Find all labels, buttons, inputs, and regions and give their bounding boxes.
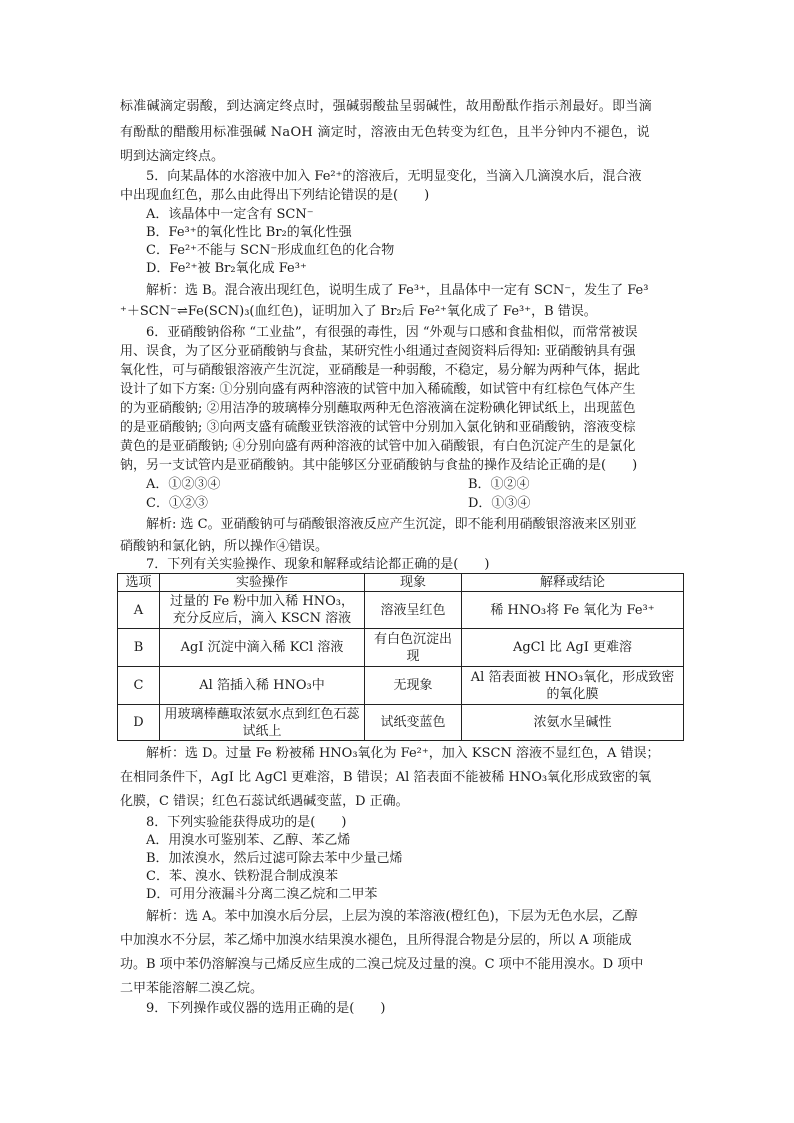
table-cell: B <box>118 629 160 667</box>
question-6-stem: 氧化性，可与硝酸银溶液产生沉淀，亚硝酸是一种弱酸，不稳定，易分解为两种气体，据此 <box>120 363 641 378</box>
q8-analysis: 解析：选 A。苯中加溴水后分层，上层为溴的苯溶液(橙红色)，下层为无色水层，乙醇 <box>146 909 638 924</box>
q7-analysis: 在相同条件下，AgI 比 AgCl 更难溶，B 错误；Al 箔表面不能被稀 HNO₃氧化形成致密的氧 <box>120 770 652 785</box>
table-header: 解释或结论 <box>462 574 684 592</box>
q8-analysis: 二甲苯能溶解二溴乙烷。 <box>120 981 264 996</box>
question-8-stem: 8．下列实验能获得成功的是( ) <box>146 815 347 830</box>
q7-analysis: 化膜，C 错误；红色石蕊试纸遇碱变蓝，D 正确。 <box>120 794 409 809</box>
question-5-stem: 中出现血红色，那么由此得出下列结论错误的是( ) <box>120 188 430 203</box>
table-cell: AgI 沉淀中滴入稀 KCl 溶液 <box>160 629 365 667</box>
question-6-stem: 钠，另一支试管内是亚硝酸钠。其中能够区分亚硝酸钠与食盐的操作及结论正确的是( ) <box>120 458 638 473</box>
q8-option-d: D．可用分液漏斗分离二溴乙烷和二甲苯 <box>146 887 378 902</box>
table-cell: 试纸变蓝色 <box>365 705 462 741</box>
q7-table <box>117 573 684 741</box>
question-6-stem: 设计了如下方案: ①分别向盛有两种溶液的试管中加入稀硫酸，如试管中有红棕色气体产生 <box>120 382 636 397</box>
table-cell: 无现象 <box>365 667 462 705</box>
table-row <box>118 705 684 741</box>
table-cell: A <box>118 592 160 629</box>
q5-option-c: C．Fe²⁺不能与 SCN⁻形成血红色的化合物 <box>146 243 395 258</box>
table-cell: D <box>118 705 160 741</box>
question-6-stem: 6．亚硝酸钠俗称 “工业盐”，有很强的毒性，因 “外观与口感和食盐相似，而常常被误 <box>146 325 638 340</box>
table-cell: 有白色沉淀出现 <box>365 629 462 667</box>
q5-option-b: B．Fe³⁺的氧化性比 Br₂的氧化性强 <box>146 225 352 240</box>
q6-option-b: B．①②④ <box>468 477 530 492</box>
table-cell: 溶液呈红色 <box>365 592 462 629</box>
q8-analysis: 中加溴水不分层，苯乙烯中加溴水结果溴水褪色，且所得混合物是分层的，所以 A 项能成 <box>120 933 632 948</box>
q8-option-b: B．加浓溴水，然后过滤可除去苯中少量己烯 <box>146 851 403 866</box>
q5-analysis: ⁺＋SCN⁻⇌Fe(SCN)₃(血红色)，证明加入了 Br₂后 Fe²⁺氧化成了 Fe³⁺，B 错误。 <box>120 304 597 319</box>
q8-analysis: 功。B 项中苯仍溶解溴与己烯反应生成的二溴己烷及过量的溴。C 项中不能用溴水。D 项中 <box>120 957 644 972</box>
table-header: 现象 <box>365 574 462 592</box>
q6-option-c: C．①②③ <box>146 496 208 511</box>
table-row <box>118 592 684 629</box>
question-6-stem: 的是亚硝酸钠; ③向两支盛有硫酸亚铁溶液的试管中分别加入氯化钠和亚硝酸钠，溶液变棕 <box>120 420 636 435</box>
table-header: 实验操作 <box>160 574 365 592</box>
q8-option-c: C．苯、溴水、铁粉混合制成溴苯 <box>146 869 338 884</box>
question-5-stem: 5．向某晶体的水溶液中加入 Fe²⁺的溶液后，无明显变化，当滴入几滴溴水后，混合液 <box>146 169 642 184</box>
q6-option-a: A．①②③④ <box>146 477 221 492</box>
table-cell: C <box>118 667 160 705</box>
q5-option-d: D．Fe²⁺被 Br₂氧化成 Fe³⁺ <box>146 261 307 276</box>
question-7-stem: 7．下列有关实验操作、现象和解释或结论都正确的是( ) <box>146 557 490 572</box>
q7-analysis: 解析：选 D。过量 Fe 粉被稀 HNO₃氧化为 Fe²⁺，加入 KSCN 溶液不显红色，A 错误； <box>146 746 660 761</box>
question-6-stem: 的为亚硝酸钠; ②用洁净的玻璃棒分别蘸取两种无色溶液滴在淀粉碘化钾试纸上，出现蓝色 <box>120 401 636 416</box>
question-6-stem: 黄色的是亚硝酸钠; ④分别向盛有两种溶液的试管中加入硝酸银，有白色沉淀产生的是氯化 <box>120 439 636 454</box>
q5-option-a: A．该晶体中一定含有 SCN⁻ <box>146 207 314 222</box>
q6-analysis: 解析: 选 C。亚硝酸钠可与硝酸银溶液反应产生沉淀，即不能利用硝酸银溶液来区别亚 <box>146 517 637 532</box>
table-cell: Al 箔表面被 HNO₃氧化，形成致密的氧化膜 <box>462 667 684 705</box>
intro-line: 有酚酞的醋酸用标准强碱 NaOH 滴定时，溶液由无色转变为红色，且半分钟内不褪色，说 <box>120 125 650 140</box>
table-cell: 过量的 Fe 粉中加入稀 HNO₃，充分反应后，滴入 KSCN 溶液 <box>160 592 365 629</box>
table-row <box>118 629 684 667</box>
question-9-stem: 9．下列操作或仪器的选用正确的是( ) <box>146 1001 386 1016</box>
table-cell: 浓氨水呈碱性 <box>462 705 684 741</box>
intro-line: 标准碱滴定弱酸，到达滴定终点时，强碱弱酸盐呈弱碱性，故用酚酞作指示剂最好。即当滴 <box>120 99 653 114</box>
table-header: 选项 <box>118 574 160 592</box>
q5-analysis: 解析：选 B。混合液出现红色，说明生成了 Fe³⁺，且晶体中一定有 SCN⁻，发生了 Fe³ <box>146 283 649 298</box>
intro-line: 明到达滴定终点。 <box>120 149 225 164</box>
table-cell: 稀 HNO₃将 Fe 氧化为 Fe³⁺ <box>462 592 684 629</box>
q6-analysis: 硝酸钠和氯化钠，所以操作④错误。 <box>120 539 329 554</box>
table-row <box>118 667 684 705</box>
q8-option-a: A．用溴水可鉴别苯、乙醇、苯乙烯 <box>146 833 351 848</box>
table-cell: Al 箔插入稀 HNO₃中 <box>160 667 365 705</box>
table-cell: AgCl 比 AgI 更难溶 <box>462 629 684 667</box>
table-cell: 用玻璃棒蘸取浓氨水点到红色石蕊试纸上 <box>160 705 365 741</box>
question-6-stem: 用、误食，为了区分亚硝酸钠与食盐，某研究性小组通过查阅资料后得知: 亚硝酸钠具有强 <box>120 344 636 359</box>
q6-option-d: D．①③④ <box>468 496 531 511</box>
